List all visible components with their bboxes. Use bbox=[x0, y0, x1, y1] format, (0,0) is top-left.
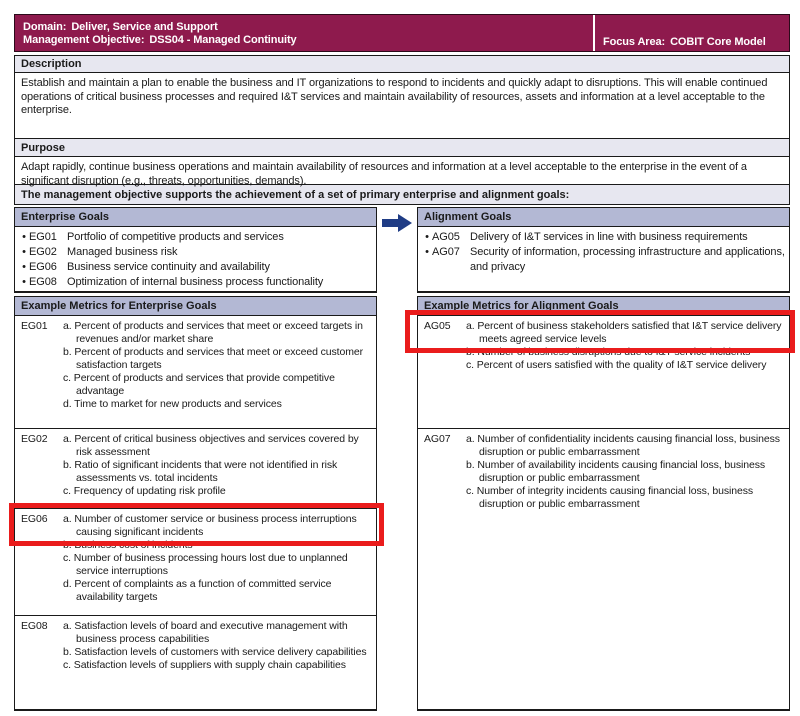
alignment-goals-list bbox=[418, 227, 789, 291]
metric-item: b. Percent of products and services that meet or exceed customer satisfaction targets bbox=[63, 346, 364, 371]
domain-line bbox=[23, 21, 585, 33]
focus-value: COBIT Core Model bbox=[670, 36, 766, 48]
goal-id: EG01 bbox=[29, 231, 57, 243]
title-bar-left bbox=[15, 15, 593, 51]
goal-item bbox=[422, 230, 785, 245]
metric-item: a. Number of confidentiality incidents causing financial loss, business disruption or public embarrassment bbox=[466, 433, 780, 458]
bullet-marker bbox=[19, 275, 29, 290]
metric-row bbox=[15, 616, 376, 709]
alignment-goals-table bbox=[417, 207, 790, 293]
goal-id: EG02 bbox=[29, 246, 57, 258]
metric-row bbox=[15, 316, 376, 429]
metric-goal-id: EG01 bbox=[21, 320, 48, 332]
goal-id: EG06 bbox=[29, 261, 57, 273]
metric-item: b. Business cost of incidents bbox=[63, 539, 193, 551]
goal-item bbox=[19, 230, 372, 245]
metric-item: a. Percent of critical business objectives and services covered by risk assessment bbox=[63, 433, 359, 458]
metric-row bbox=[15, 509, 376, 616]
metric-item: c. Percent of products and services that provide competitive advantage bbox=[63, 372, 335, 397]
domain-value: Deliver, Service and Support bbox=[71, 21, 218, 33]
title-bar bbox=[14, 14, 790, 52]
bullet-marker bbox=[19, 260, 29, 275]
alignment-metrics-rows bbox=[418, 316, 789, 709]
goal-id: AG07 bbox=[432, 246, 460, 258]
goal-text: Managed business risk bbox=[67, 246, 178, 258]
metric-row bbox=[418, 429, 789, 709]
metric-items bbox=[466, 433, 785, 709]
goal-item bbox=[19, 245, 372, 260]
metric-item: c. Frequency of updating risk profile bbox=[63, 485, 226, 497]
metric-goal-id: EG08 bbox=[21, 620, 48, 632]
enterprise-metrics-header: Example Metrics for Enterprise Goals bbox=[15, 297, 376, 316]
enterprise-column bbox=[14, 207, 377, 711]
goal-id: EG08 bbox=[29, 276, 57, 288]
goal-item bbox=[422, 245, 785, 275]
metric-item: a. Percent of products and services that meet or exceed targets in revenues and/or market share bbox=[63, 320, 363, 345]
metric-goal-id: EG02 bbox=[21, 433, 48, 445]
metric-item: a. Satisfaction levels of board and executive management with business process capabilities bbox=[63, 620, 348, 645]
goals-columns bbox=[14, 207, 790, 711]
goal-id: AG05 bbox=[432, 231, 460, 243]
domain-label: Domain: bbox=[23, 21, 67, 33]
metric-items bbox=[63, 320, 372, 428]
purpose-header: Purpose bbox=[14, 139, 790, 157]
document-body bbox=[14, 14, 790, 711]
metric-items bbox=[63, 513, 372, 615]
enterprise-goals-table bbox=[14, 207, 377, 293]
metric-item: c. Number of business processing hours lost due to unplanned service interruptions bbox=[63, 552, 348, 577]
bullet-marker bbox=[19, 245, 29, 260]
metric-row bbox=[418, 316, 789, 429]
bullet-marker bbox=[422, 230, 432, 245]
enterprise-metrics-table bbox=[14, 296, 377, 711]
focus-area-cell bbox=[593, 15, 789, 51]
focus-line bbox=[603, 36, 766, 48]
metric-row bbox=[15, 429, 376, 509]
enterprise-goals-header: Enterprise Goals bbox=[15, 208, 376, 227]
objective-value: DSS04 - Managed Continuity bbox=[149, 34, 297, 46]
purpose-text: Adapt rapidly, continue business operations and maintain availability of resources and information at a level acceptable to the enterprise in the event of a significant disruption (e.g., threats, opportunities, demands). bbox=[14, 157, 790, 185]
description-text: Establish and maintain a plan to enable the business and IT organizations to respond to incidents and quickly adapt to disruptions. This will enable continued operations of critical business processes and required I&T services and maintain availability of resources, assets and information at a level acceptable to the enterprise. bbox=[14, 73, 790, 139]
metric-goal-id: AG07 bbox=[424, 433, 451, 445]
objective-line bbox=[23, 34, 585, 46]
goal-text: Delivery of I&T services in line with business requirements bbox=[470, 231, 748, 243]
metric-item: b. Number of business disruptions due to I&T service incidents bbox=[466, 346, 751, 358]
metric-item: a. Percent of business stakeholders satisfied that I&T service delivery meets agreed service levels bbox=[466, 320, 782, 345]
goal-text: Portfolio of competitive products and services bbox=[67, 231, 284, 243]
metric-item: d. Time to market for new products and services bbox=[63, 398, 282, 410]
metric-item: a. Number of customer service or business process interruptions causing significant incidents bbox=[63, 513, 357, 538]
alignment-column bbox=[417, 207, 790, 711]
alignment-goals-header: Alignment Goals bbox=[418, 208, 789, 227]
description-header: Description bbox=[14, 55, 790, 73]
metric-item: d. Percent of complaints as a function of committed service availability targets bbox=[63, 578, 332, 603]
bullet-marker bbox=[422, 245, 432, 275]
metric-item: c. Number of integrity incidents causing financial loss, business disruption or public embarrassment bbox=[466, 485, 754, 510]
enterprise-metrics-rows bbox=[15, 316, 376, 709]
bullet-marker bbox=[19, 230, 29, 245]
focus-label: Focus Area: bbox=[603, 36, 666, 48]
metric-items bbox=[466, 320, 785, 428]
metric-item: c. Percent of users satisfied with the quality of I&T service delivery bbox=[466, 359, 767, 371]
metric-items bbox=[63, 620, 372, 709]
metric-item: b. Satisfaction levels of customers with service delivery capabilities bbox=[63, 646, 367, 658]
metric-item: b. Ratio of significant incidents that were not identified in risk assessments vs. total incidents bbox=[63, 459, 338, 484]
metric-items bbox=[63, 433, 372, 508]
supports-statement: The management objective supports the achievement of a set of primary enterprise and alignment goals: bbox=[14, 185, 790, 205]
right-arrow-icon bbox=[382, 213, 412, 233]
goal-item bbox=[19, 260, 372, 275]
alignment-metrics-header: Example Metrics for Alignment Goals bbox=[418, 297, 789, 316]
enterprise-goals-list bbox=[15, 227, 376, 291]
goal-text: Business service continuity and availability bbox=[67, 261, 270, 273]
alignment-metrics-table bbox=[417, 296, 790, 711]
column-gap bbox=[377, 207, 417, 233]
goal-text: Security of information, processing infrastructure and applications, and privacy bbox=[470, 246, 785, 273]
goal-text: Optimization of internal business process functionality bbox=[67, 276, 324, 288]
objective-label: Management Objective: bbox=[23, 34, 145, 46]
metric-item: c. Satisfaction levels of suppliers with supply chain capabilities bbox=[63, 659, 346, 671]
metric-goal-id: AG05 bbox=[424, 320, 451, 332]
metric-item: b. Number of availability incidents causing financial loss, business disruption or public embarrassment bbox=[466, 459, 766, 484]
goal-item bbox=[19, 275, 372, 290]
metric-goal-id: EG06 bbox=[21, 513, 48, 525]
